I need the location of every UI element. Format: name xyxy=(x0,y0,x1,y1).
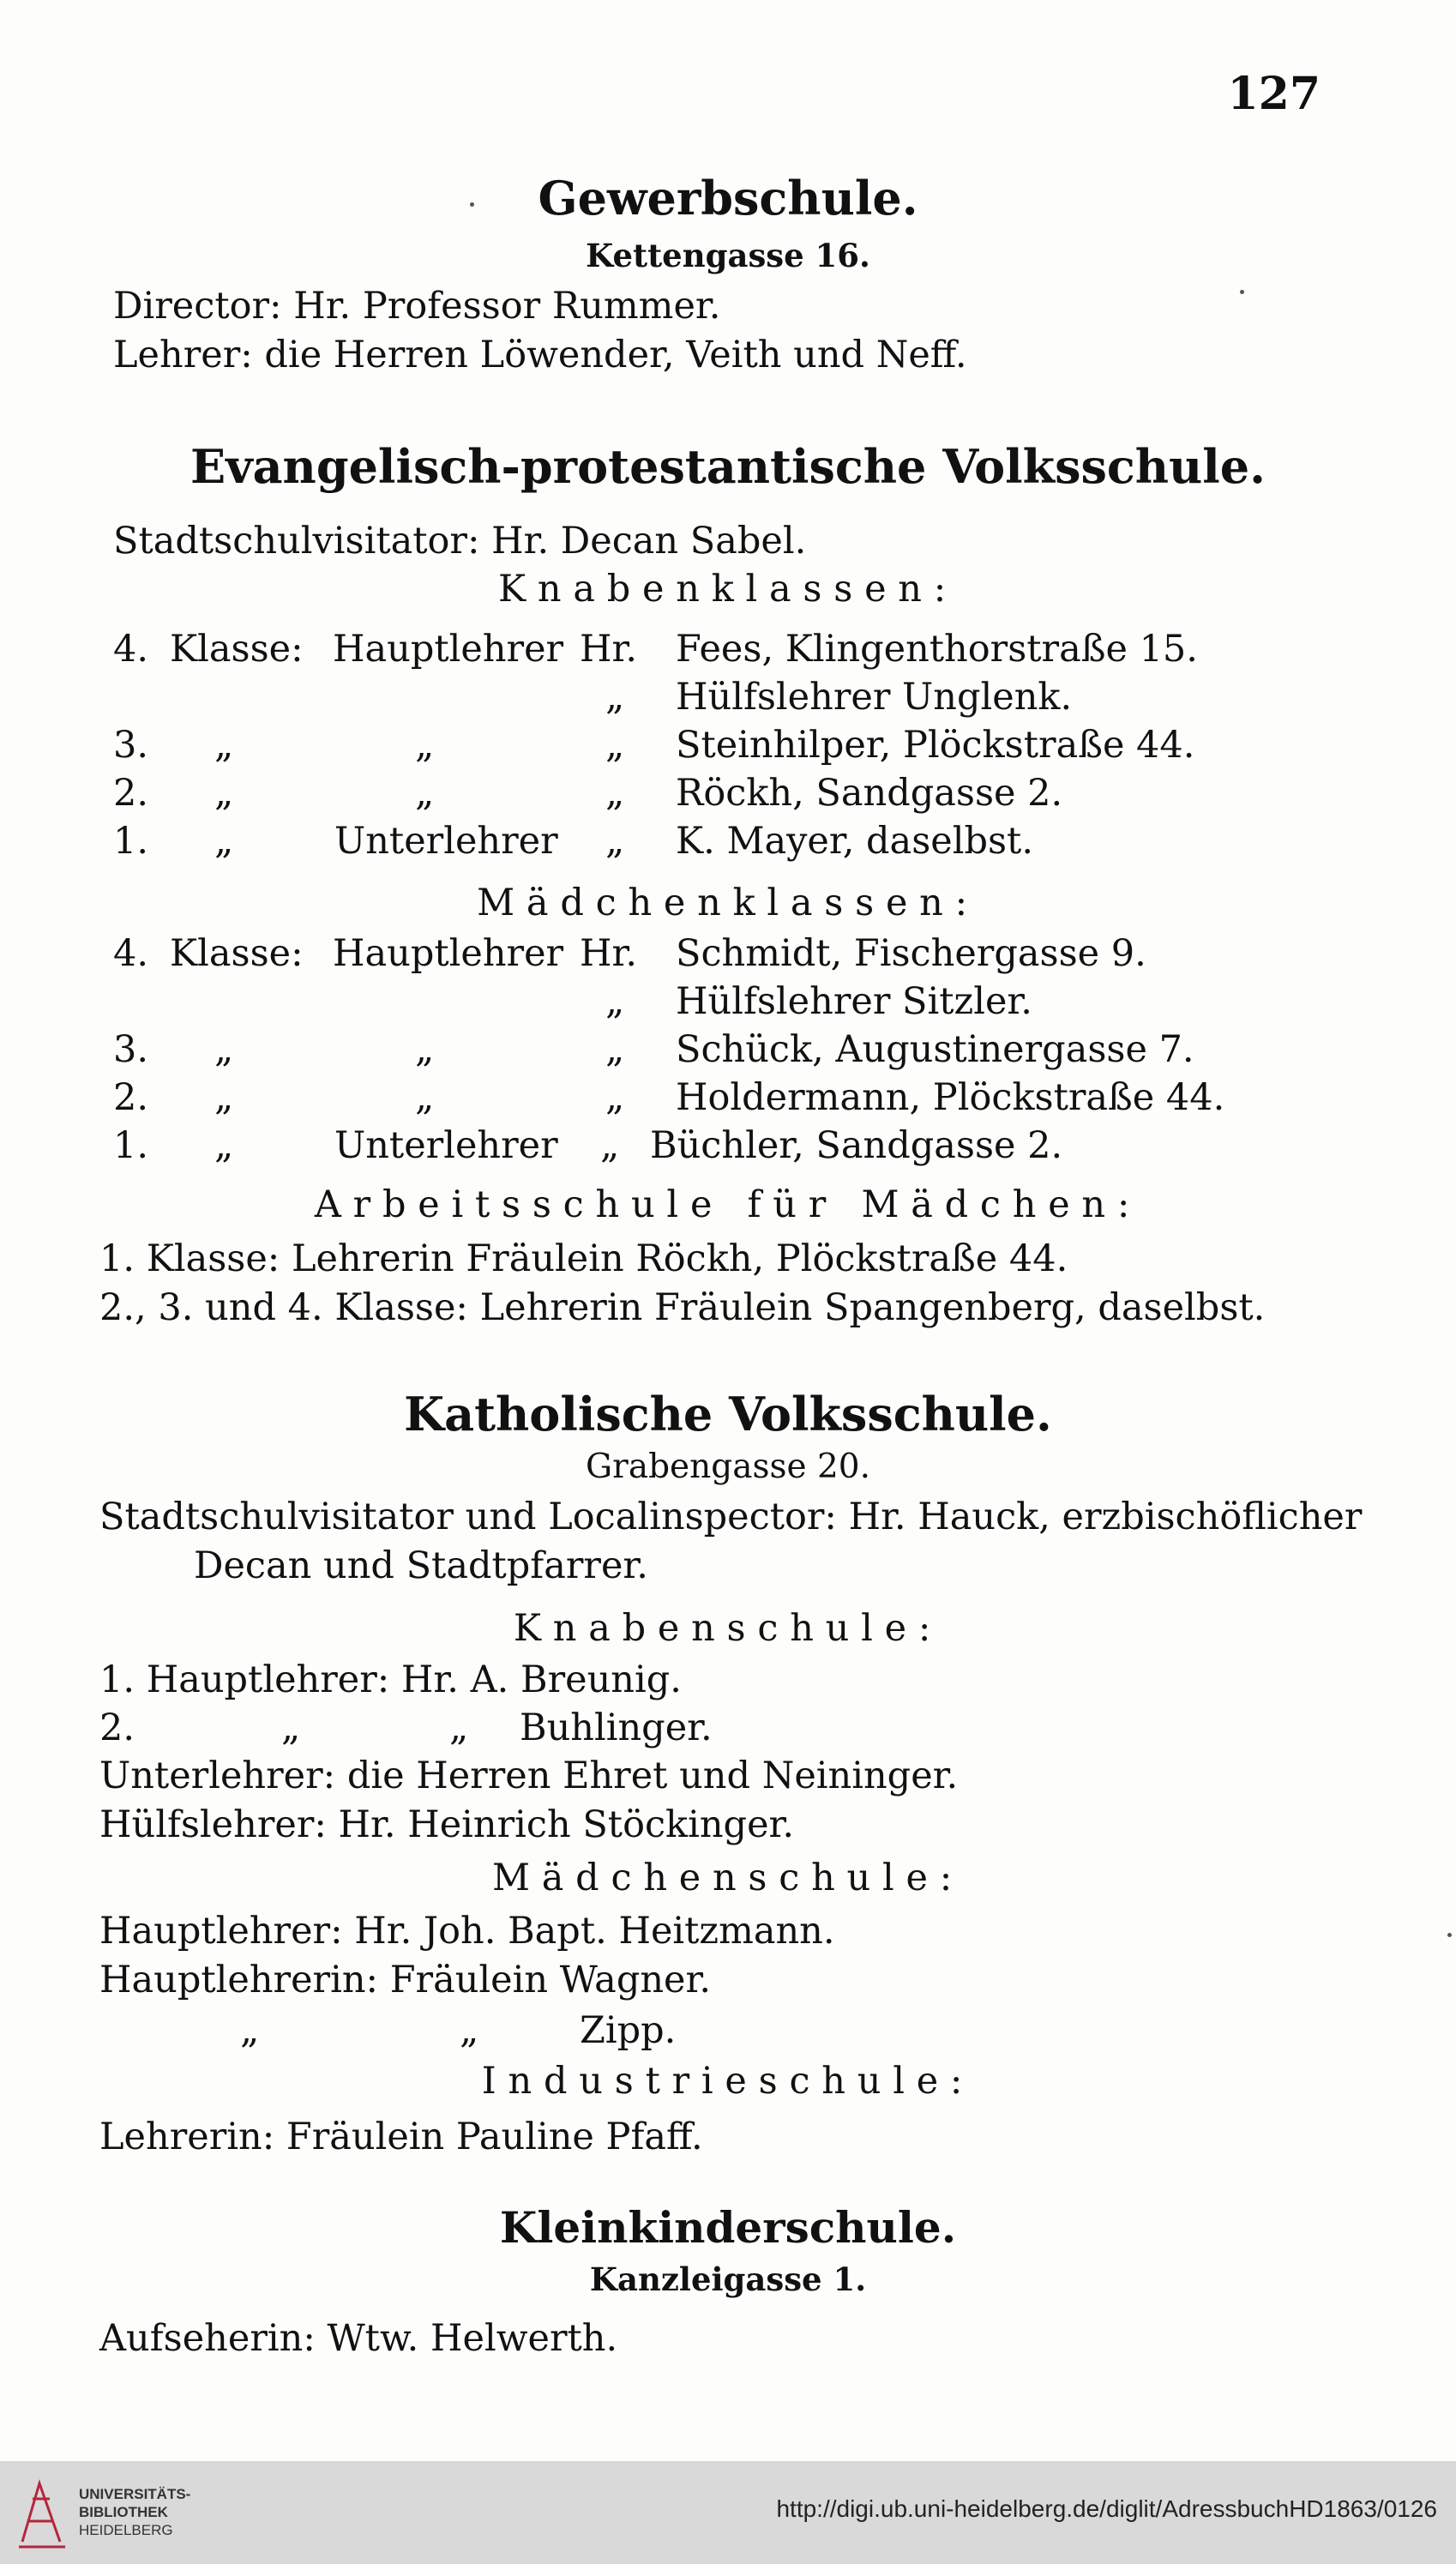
row-hr: „ xyxy=(605,772,625,815)
huelfslehrer-line: Hülfslehrer: Hr. Heinrich Stöckinger. xyxy=(99,1803,795,1846)
maedchenschule-heading: Mädchenschule: xyxy=(492,1857,964,1899)
row-text: Schück, Augustinergasse 7. xyxy=(676,1028,1194,1071)
industrieschule-heading: Industrieschule: xyxy=(481,2060,975,2103)
row-number: 3. xyxy=(113,724,149,767)
row-hr: „ xyxy=(605,724,625,767)
row-number: 1. xyxy=(113,1124,149,1167)
ditto-mark: „ xyxy=(449,1706,469,1749)
row-klasse: „ xyxy=(214,772,234,815)
row-number: 2. xyxy=(99,1706,135,1749)
row-klasse: „ xyxy=(214,1124,234,1167)
row-hr: „ xyxy=(605,980,625,1023)
row-role: Unterlehrer xyxy=(334,1124,558,1167)
gewerbschule-address: Kettengasse 16. xyxy=(586,237,870,274)
row-text: Fees, Klingenthorstraße 15. xyxy=(676,628,1198,671)
row-text: Büchler, Sandgasse 2. xyxy=(650,1124,1063,1167)
row-name: Zipp. xyxy=(580,2009,677,2052)
katholisch-title: Katholische Volksschule. xyxy=(404,1387,1052,1441)
row-klasse: Klasse: xyxy=(170,628,304,671)
row-text: Steinhilper, Plöckstraße 44. xyxy=(676,724,1195,767)
kleinkinder-title: Kleinkinderschule. xyxy=(499,2202,957,2253)
row-role: „ xyxy=(415,1028,435,1071)
katholisch-visitator-line-1: Stadtschulvisitator und Localinspector: Hr. Hauck, erzbischöflicher xyxy=(99,1496,1363,1538)
library-name-line-3: HEIDELBERG xyxy=(79,2522,173,2538)
row-hr: „ xyxy=(605,676,625,719)
hauptlehrerin-line: Hauptlehrerin: Fräulein Wagner. xyxy=(99,1959,711,2001)
row-hr: „ xyxy=(605,1028,625,1071)
ditto-mark: „ xyxy=(460,2009,479,2052)
gewerbschule-teachers: Lehrer: die Herren Löwender, Veith und Neff. xyxy=(113,334,967,376)
source-url-link[interactable]: http://digi.ub.uni-heidelberg.de/diglit/AdressbuchHD1863/0126 xyxy=(776,2495,1437,2522)
scan-speck xyxy=(1447,1933,1452,1937)
scan-speck xyxy=(470,202,474,207)
ditto-mark: „ xyxy=(240,2009,260,2052)
row-role: Hauptlehrer xyxy=(333,628,564,671)
unterlehrer-line: Unterlehrer: die Herren Ehret und Neininger. xyxy=(99,1754,959,1797)
row-klasse: „ xyxy=(214,820,234,863)
hauptlehrer-line: Hauptlehrer: Hr. Joh. Bapt. Heitzmann. xyxy=(99,1910,835,1953)
row-text: K. Mayer, daselbst. xyxy=(676,820,1034,863)
arbeitsschule-heading: Arbeitsschule für Mädchen: xyxy=(314,1183,1142,1226)
aufseherin-line: Aufseherin: Wtw. Helwerth. xyxy=(99,2317,618,2360)
library-name xyxy=(79,2485,190,2539)
row-hr: Hr. xyxy=(580,932,637,975)
row-number: 4. xyxy=(113,628,149,671)
knabenklassen-heading: Knabenklassen: xyxy=(498,568,958,611)
row-name: Buhlinger. xyxy=(520,1706,713,1749)
knabenschule-heading: Knabenschule: xyxy=(513,1607,943,1650)
row-text: Röckh, Sandgasse 2. xyxy=(676,772,1063,815)
row-klasse: „ xyxy=(214,1028,234,1071)
row-role: Hauptlehrer xyxy=(333,932,564,975)
page-number: 127 xyxy=(1227,68,1321,120)
row-number: 2. xyxy=(113,772,149,815)
maedchenklassen-heading: Mädchenklassen: xyxy=(477,882,979,924)
row-hr: „ xyxy=(605,1076,625,1119)
row-text: Hülfslehrer Unglenk. xyxy=(676,676,1073,719)
row-klasse: „ xyxy=(214,724,234,767)
row-text: Schmidt, Fischergasse 9. xyxy=(676,932,1146,975)
row-role: „ xyxy=(415,772,435,815)
arbeitsschule-line-1: 1. Klasse: Lehrerin Fräulein Röckh, Plöckstraße 44. xyxy=(99,1237,1068,1280)
knabenschule-line-1: 1. Hauptlehrer: Hr. A. Breunig. xyxy=(99,1658,682,1701)
kleinkinder-address: Kanzleigasse 1. xyxy=(589,2260,867,2298)
katholisch-address: Grabengasse 20. xyxy=(586,1448,870,1486)
scan-speck xyxy=(1240,290,1244,294)
row-role: „ xyxy=(415,1076,435,1119)
row-hr: Hr. xyxy=(580,628,637,671)
digitization-footer xyxy=(0,2461,1456,2564)
row-number: 4. xyxy=(113,932,149,975)
row-number: 2. xyxy=(113,1076,149,1119)
row-role: „ xyxy=(415,724,435,767)
row-number: 3. xyxy=(113,1028,149,1071)
row-text: Hülfslehrer Sitzler. xyxy=(676,980,1032,1023)
row-hr: „ xyxy=(600,1124,620,1167)
gewerbschule-director: Director: Hr. Professor Rummer. xyxy=(113,285,721,328)
ditto-mark: „ xyxy=(281,1706,301,1749)
row-number: 1. xyxy=(113,820,149,863)
arbeitsschule-line-2: 2., 3. und 4. Klasse: Lehrerin Fräulein Spangenberg, daselbst. xyxy=(99,1286,1266,1329)
row-klasse: „ xyxy=(214,1076,234,1119)
evangelisch-visitator: Stadtschulvisitator: Hr. Decan Sabel. xyxy=(113,520,807,563)
lehrerin-line: Lehrerin: Fräulein Pauline Pfaff. xyxy=(99,2116,703,2158)
evangelisch-title: Evangelisch-protestantische Volksschule. xyxy=(190,439,1266,494)
row-klasse: Klasse: xyxy=(170,932,304,975)
library-name-line-2: BIBLIOTHEK xyxy=(79,2504,168,2520)
row-text: Holdermann, Plöckstraße 44. xyxy=(676,1076,1225,1119)
row-role: Unterlehrer xyxy=(334,820,558,863)
katholisch-visitator-line-2: Decan und Stadtpfarrer. xyxy=(194,1544,648,1587)
library-name-line-1: UNIVERSITÄTS- xyxy=(79,2486,191,2502)
row-hr: „ xyxy=(605,820,625,863)
library-seal-icon xyxy=(14,2473,69,2552)
gewerbschule-title: Gewerbschule. xyxy=(538,171,918,226)
